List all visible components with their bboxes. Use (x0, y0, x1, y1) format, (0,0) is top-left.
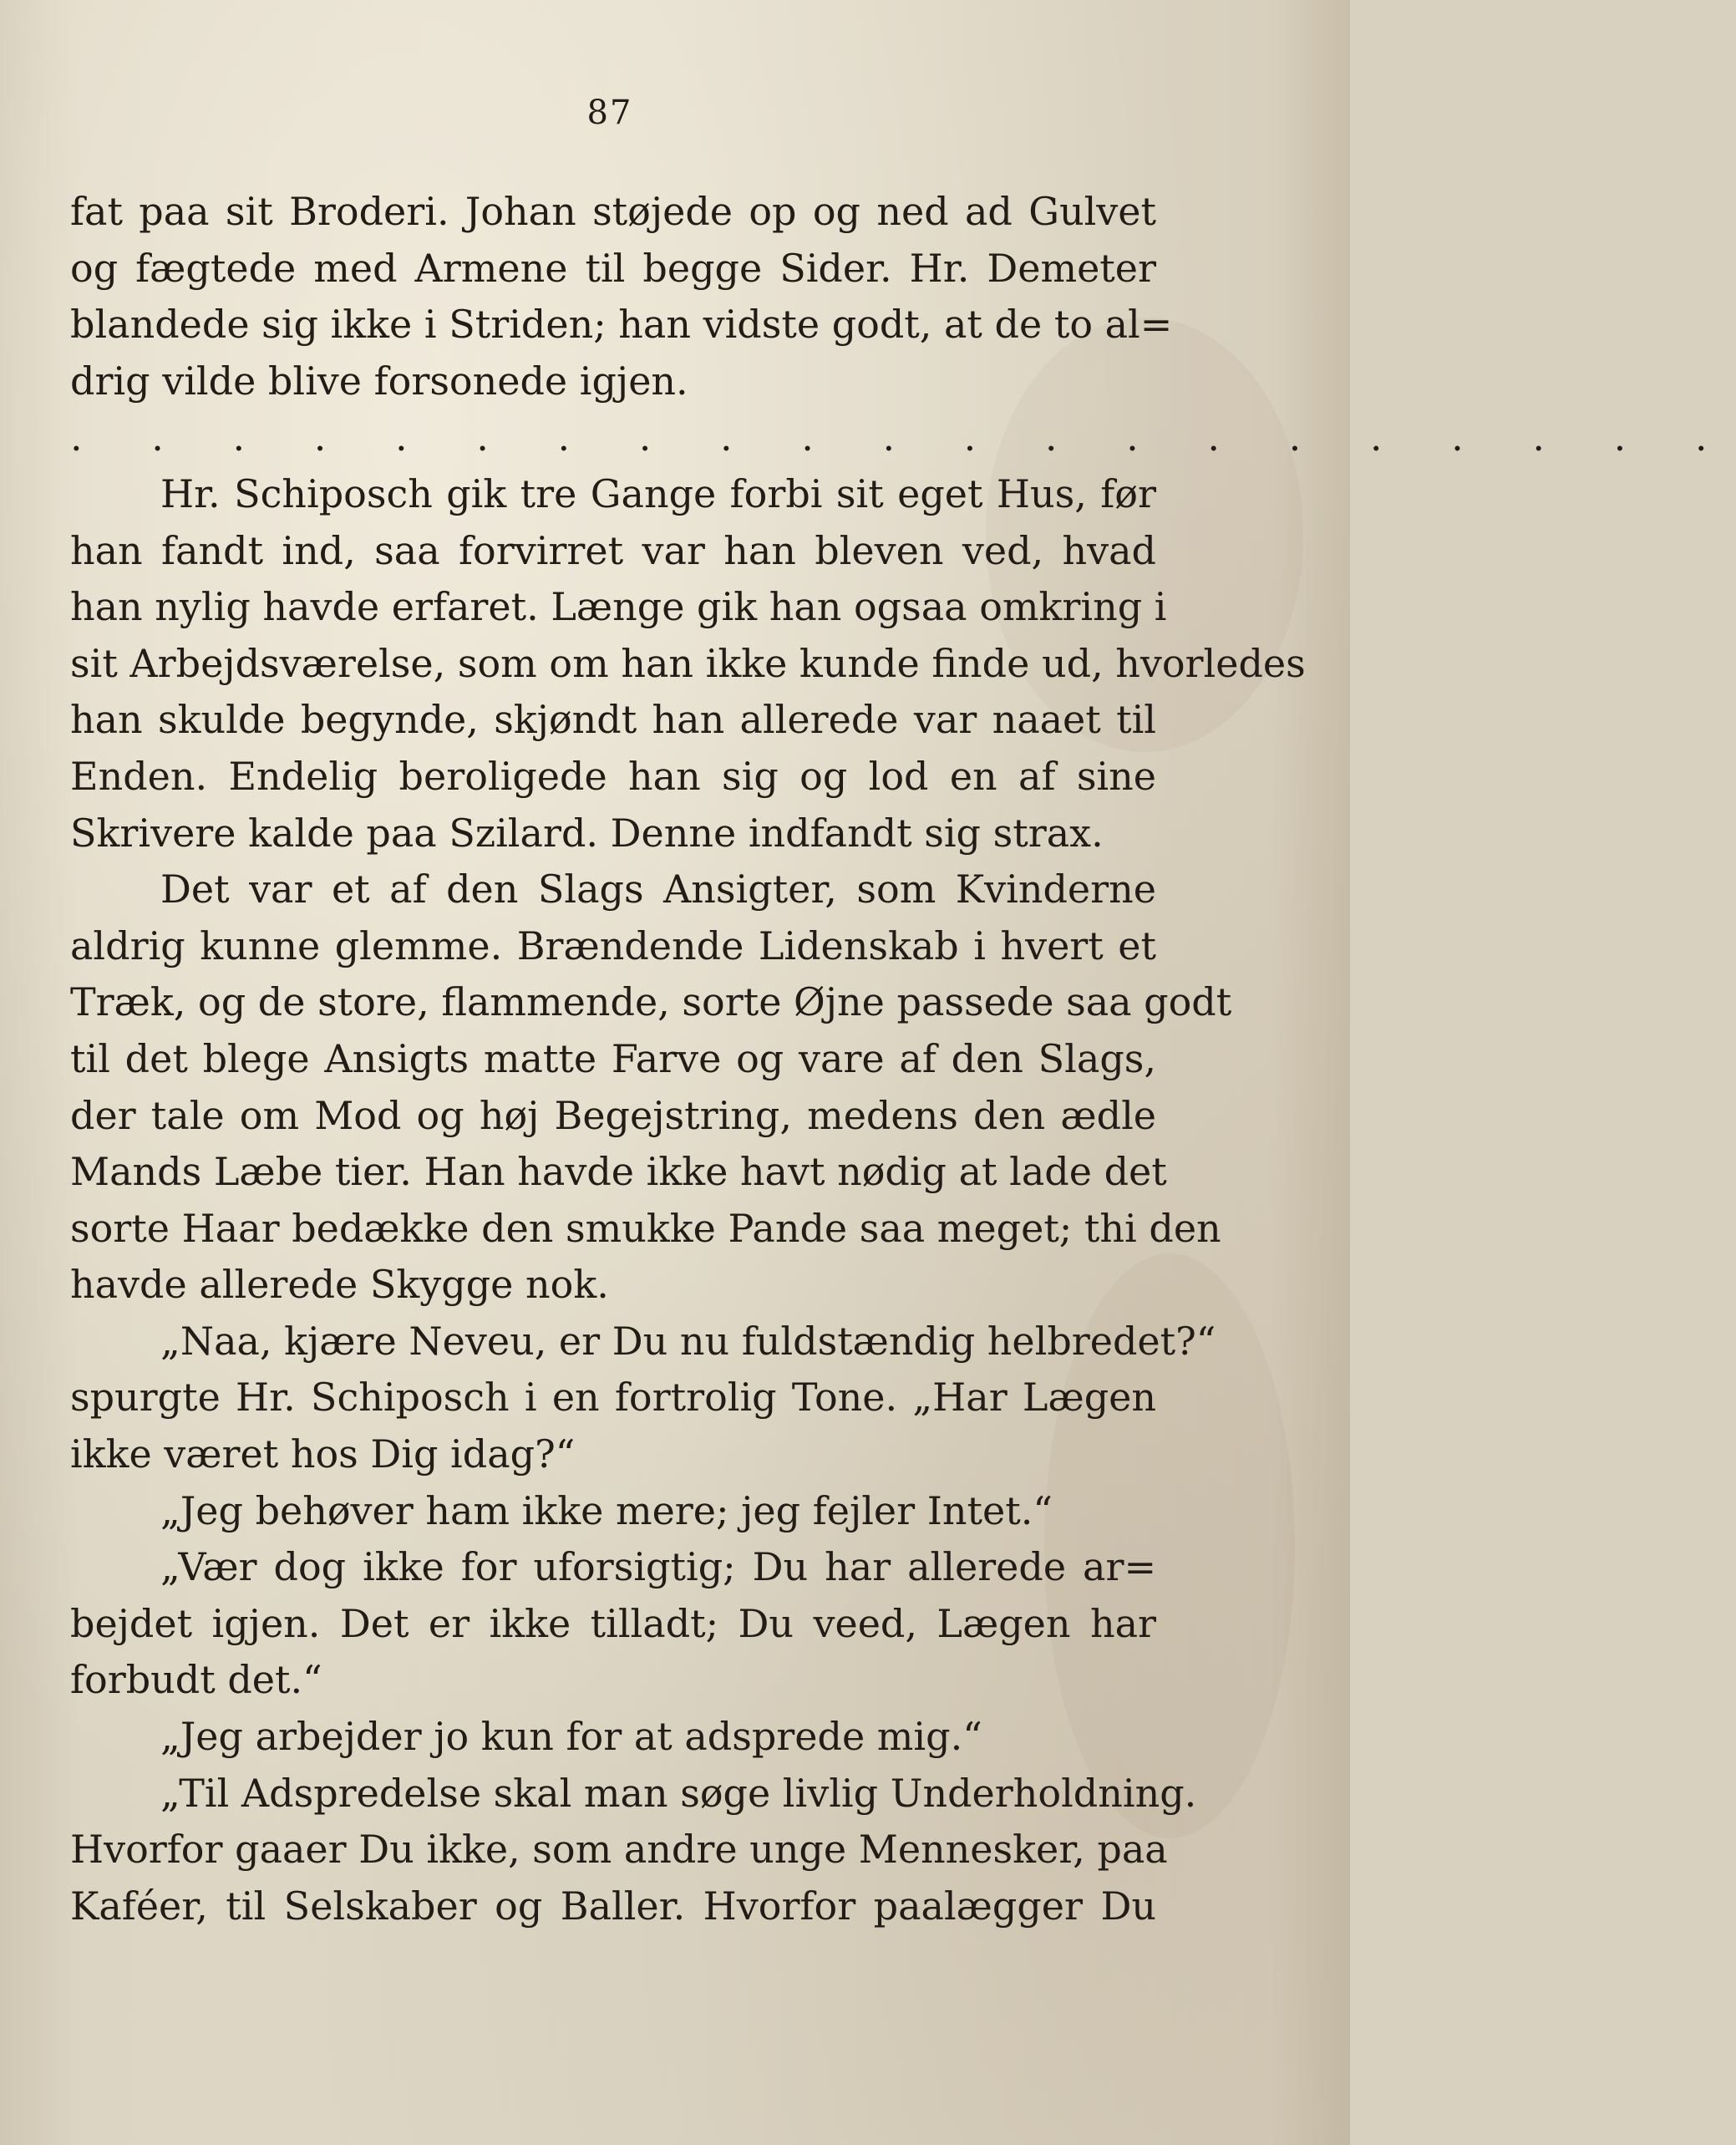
text-line: Hr. Schiposch gik tre Gange forbi sit eget Hus, før (160, 470, 1156, 516)
body-text (70, 184, 1736, 1934)
text-line: aldrig kunne glemme. Brændende Lidenskab i hvert et (70, 923, 1156, 968)
text-line: Enden. Endelig beroligede han sig og lod en af sine (70, 753, 1156, 799)
section-separator: . . . . . . . . . . . . . . . . . . . . . (70, 414, 1736, 460)
text-line: Hvorfor gaaer Du ikke, som andre unge Mennesker, paa (70, 1827, 1168, 1873)
text-line: drig vilde blive forsonede igjen. (70, 358, 688, 404)
text-line: Mands Læbe tier. Han havde ikke havt nødig at lade det (70, 1149, 1167, 1195)
text-line: til det blege Ansigts matte Farve og vare af den Slags, (70, 1035, 1156, 1081)
page-number: 87 (586, 94, 633, 132)
text-line: Træk, og de store, flammende, sorte Øjne passede saa godt (70, 979, 1232, 1025)
text-line: han fandt ind, saa forvirret var han bleven ved, hvad (70, 527, 1156, 573)
text-line: blandede sig ikke i Striden; han vidste godt, at de to al= (70, 302, 1173, 348)
text-line: han skulde begynde, skjøndt han allerede var naaet til (70, 697, 1156, 743)
text-line: sit Arbejdsværelse, som om han ikke kunde finde ud, hvorledes (70, 640, 1306, 686)
text-line: havde allerede Skygge nok. (70, 1262, 609, 1308)
text-line: fat paa sit Broderi. Johan støjede op og ned ad Gulvet (70, 189, 1156, 234)
text-line: „Naa, kjære Neveu, er Du nu fuldstændig helbredet?“ (160, 1318, 1216, 1364)
text-line: sorte Haar bedække den smukke Pande saa meget; thi den (70, 1205, 1221, 1251)
text-line: Det var et af den Slags Ansigter, som Kvinderne (160, 867, 1156, 912)
text-line: „Til Adspredelse skal man søge livlig Underholdning. (160, 1770, 1197, 1816)
text-line: og fægtede med Armene til begge Sider. Hr. Demeter (70, 245, 1156, 291)
text-line: „Jeg arbejder jo kun for at adsprede mig.“ (160, 1714, 982, 1760)
text-line: spurgte Hr. Schiposch i en fortrolig Tone. „Har Lægen (70, 1375, 1156, 1421)
text-line: Kaféer, til Selskaber og Baller. Hvorfor paalægger Du (70, 1883, 1156, 1929)
text-line: ikke været hos Dig idag?“ (70, 1431, 576, 1477)
text-line: Skrivere kalde paa Szilard. Denne indfandt sig strax. (70, 810, 1104, 856)
text-line: forbudt det.“ (70, 1657, 322, 1703)
text-line: „Jeg behøver ham ikke mere; jeg fejler Intet.“ (160, 1487, 1053, 1533)
text-line: han nylig havde erfaret. Længe gik han ogsaa omkring i (70, 584, 1167, 630)
text-line: der tale om Mod og høj Begejstring, medens den ædle (70, 1092, 1156, 1138)
text-line: bejdet igjen. Det er ikke tilladt; Du veed, Lægen har (70, 1600, 1156, 1646)
text-line: „Vær dog ikke for uforsigtig; Du har allerede ar= (160, 1544, 1156, 1590)
